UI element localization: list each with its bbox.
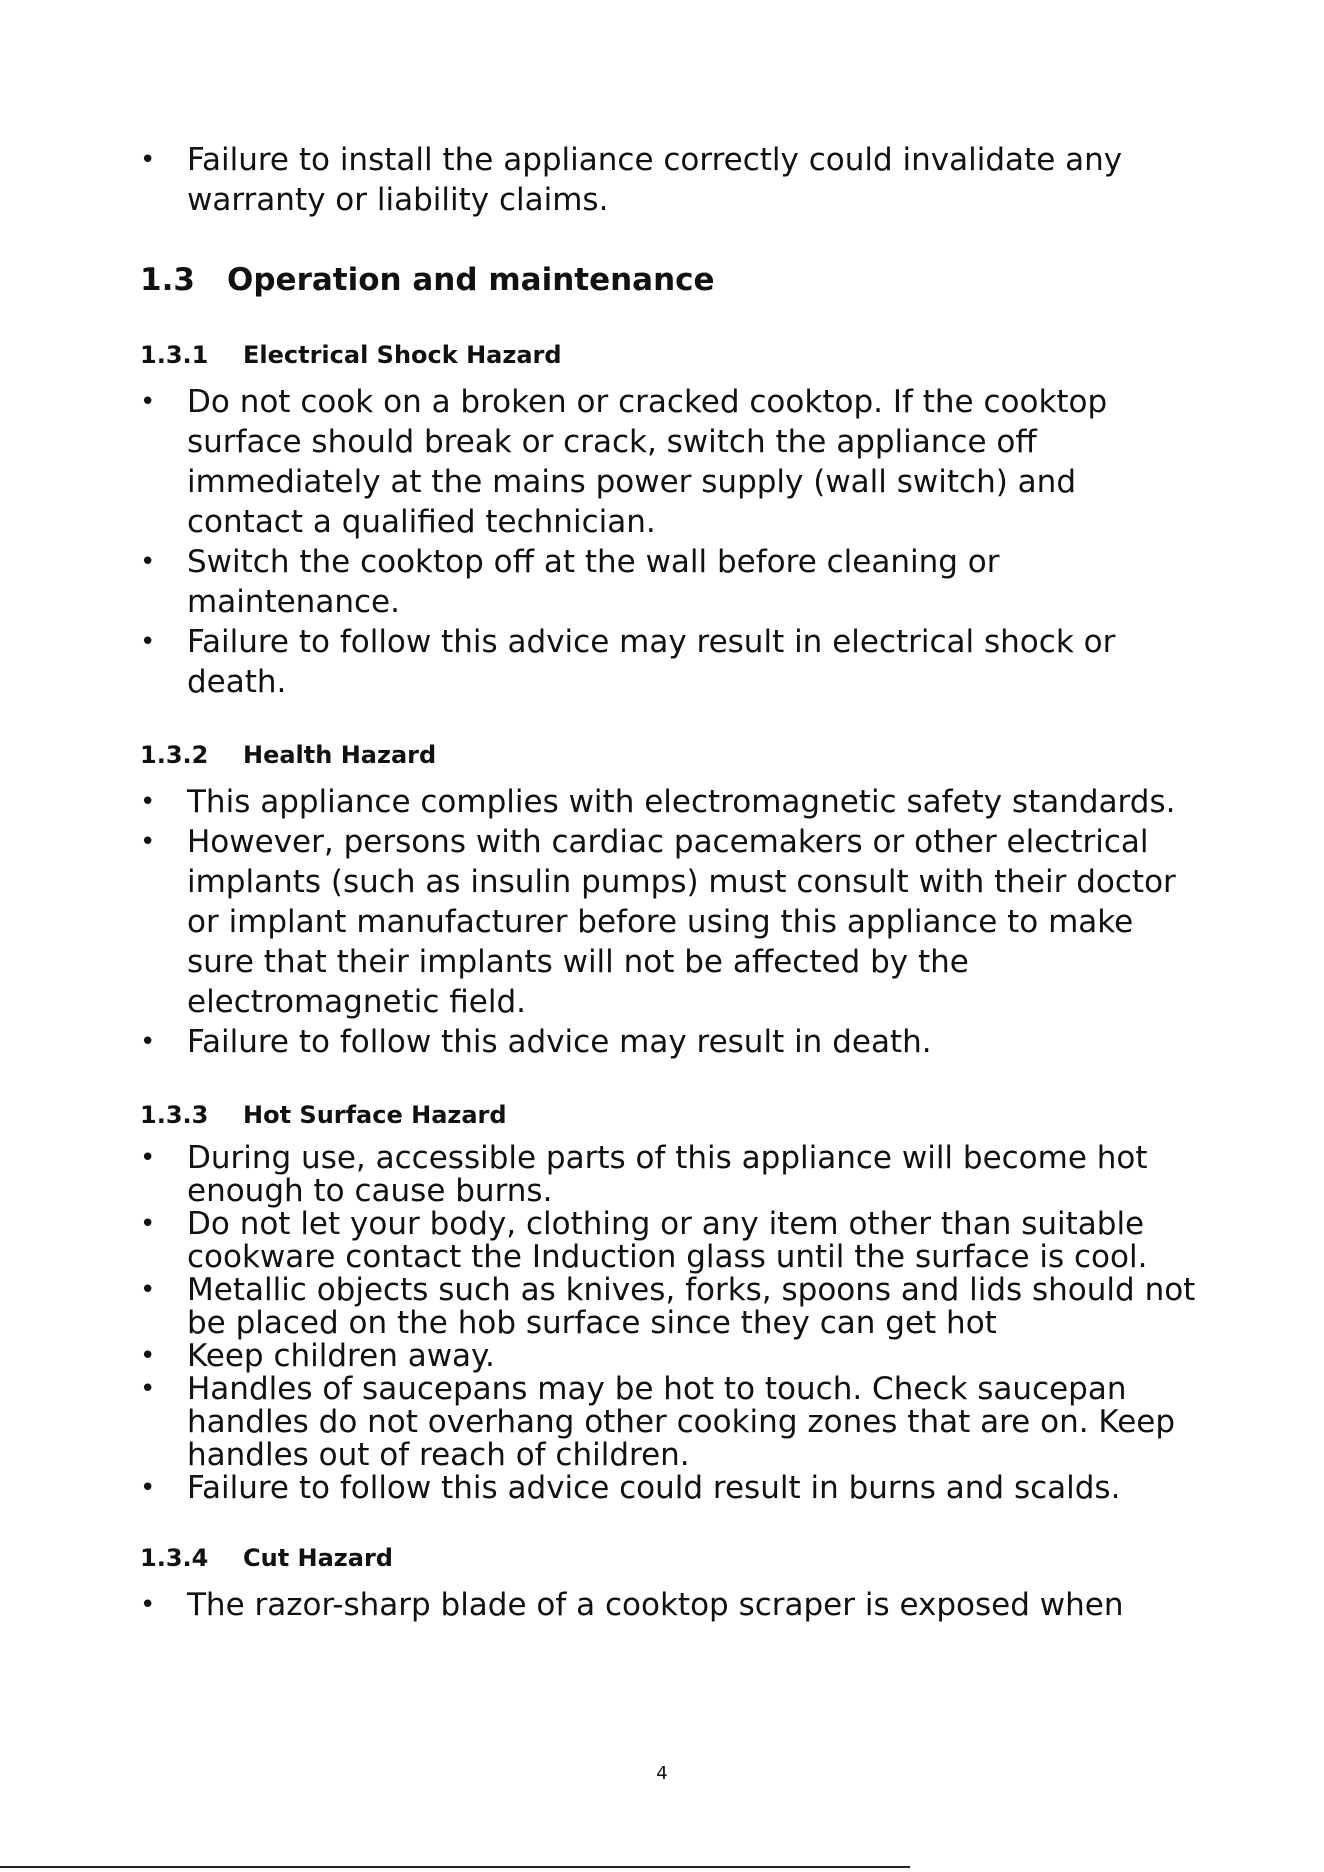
list-item: • During use, accessible parts of this appliance will become hot enough to cause burns. — [140, 1142, 1200, 1208]
subsection-title: Hot Surface Hazard — [243, 1101, 507, 1129]
list-item: • Failure to follow this advice may result in electrical shock or death. — [140, 622, 1200, 702]
subsection-title: Electrical Shock Hazard — [243, 341, 562, 369]
subsection-heading — [140, 740, 1200, 770]
cut-hazard-list — [140, 1585, 1200, 1625]
list-item: • Metallic objects such as knives, forks, spoons and lids should not be placed on the hob surface since they can get hot — [140, 1274, 1200, 1340]
subsection-heading — [140, 1100, 1200, 1130]
list-item: • Failure to follow this advice may result in death. — [140, 1022, 1200, 1062]
list-item: • Failure to install the appliance correctly could invalidate any warranty or liability claims. — [140, 140, 1200, 220]
list-item: • Keep children away. — [140, 1340, 1200, 1373]
page-number: 4 — [656, 1763, 668, 1784]
subsection-title: Cut Hazard — [243, 1544, 393, 1572]
subsection-number: 1.3.3 — [140, 1101, 209, 1129]
list-item: • However, persons with cardiac pacemakers or other electrical implants (such as insulin pumps) must consult with their doctor or implant manufacturer before using this appliance to make sure that their implants will not be affected by the electromagnetic field. — [140, 822, 1200, 1022]
page-content — [140, 140, 1200, 1625]
subsection-title: Health Hazard — [243, 741, 437, 769]
hot-surface-list — [140, 1142, 1200, 1505]
subsection-heading — [140, 1543, 1200, 1573]
list-item: • Do not let your body, clothing or any item other than suitable cookware contact the Induction glass until the surface is cool. — [140, 1208, 1200, 1274]
list-item: • This appliance complies with electromagnetic safety standards. — [140, 782, 1200, 822]
footer-rule — [0, 1866, 910, 1868]
section-title: Operation and maintenance — [227, 262, 715, 298]
subsection-number: 1.3.4 — [140, 1544, 209, 1572]
list-item: • The razor-sharp blade of a cooktop scraper is exposed when — [140, 1585, 1200, 1625]
list-item: • Handles of saucepans may be hot to touch. Check saucepan handles do not overhang other cooking zones that are on. Keep handles out of reach of children. — [140, 1373, 1200, 1472]
list-item: • Do not cook on a broken or cracked cooktop. If the cooktop surface should break or crack, switch the appliance off immediately at the mains power supply (wall switch) and contact a qualified technician. — [140, 382, 1200, 542]
section-number: 1.3 — [140, 262, 195, 298]
section-heading — [140, 260, 1200, 300]
subsection-heading — [140, 340, 1200, 370]
list-item: • Switch the cooktop off at the wall before cleaning or maintenance. — [140, 542, 1200, 622]
subsection-number: 1.3.1 — [140, 341, 209, 369]
list-item: • Failure to follow this advice could result in burns and scalds. — [140, 1472, 1200, 1505]
intro-list — [140, 140, 1200, 220]
subsection-number: 1.3.2 — [140, 741, 209, 769]
health-hazard-list — [140, 782, 1200, 1062]
electrical-shock-list — [140, 382, 1200, 702]
